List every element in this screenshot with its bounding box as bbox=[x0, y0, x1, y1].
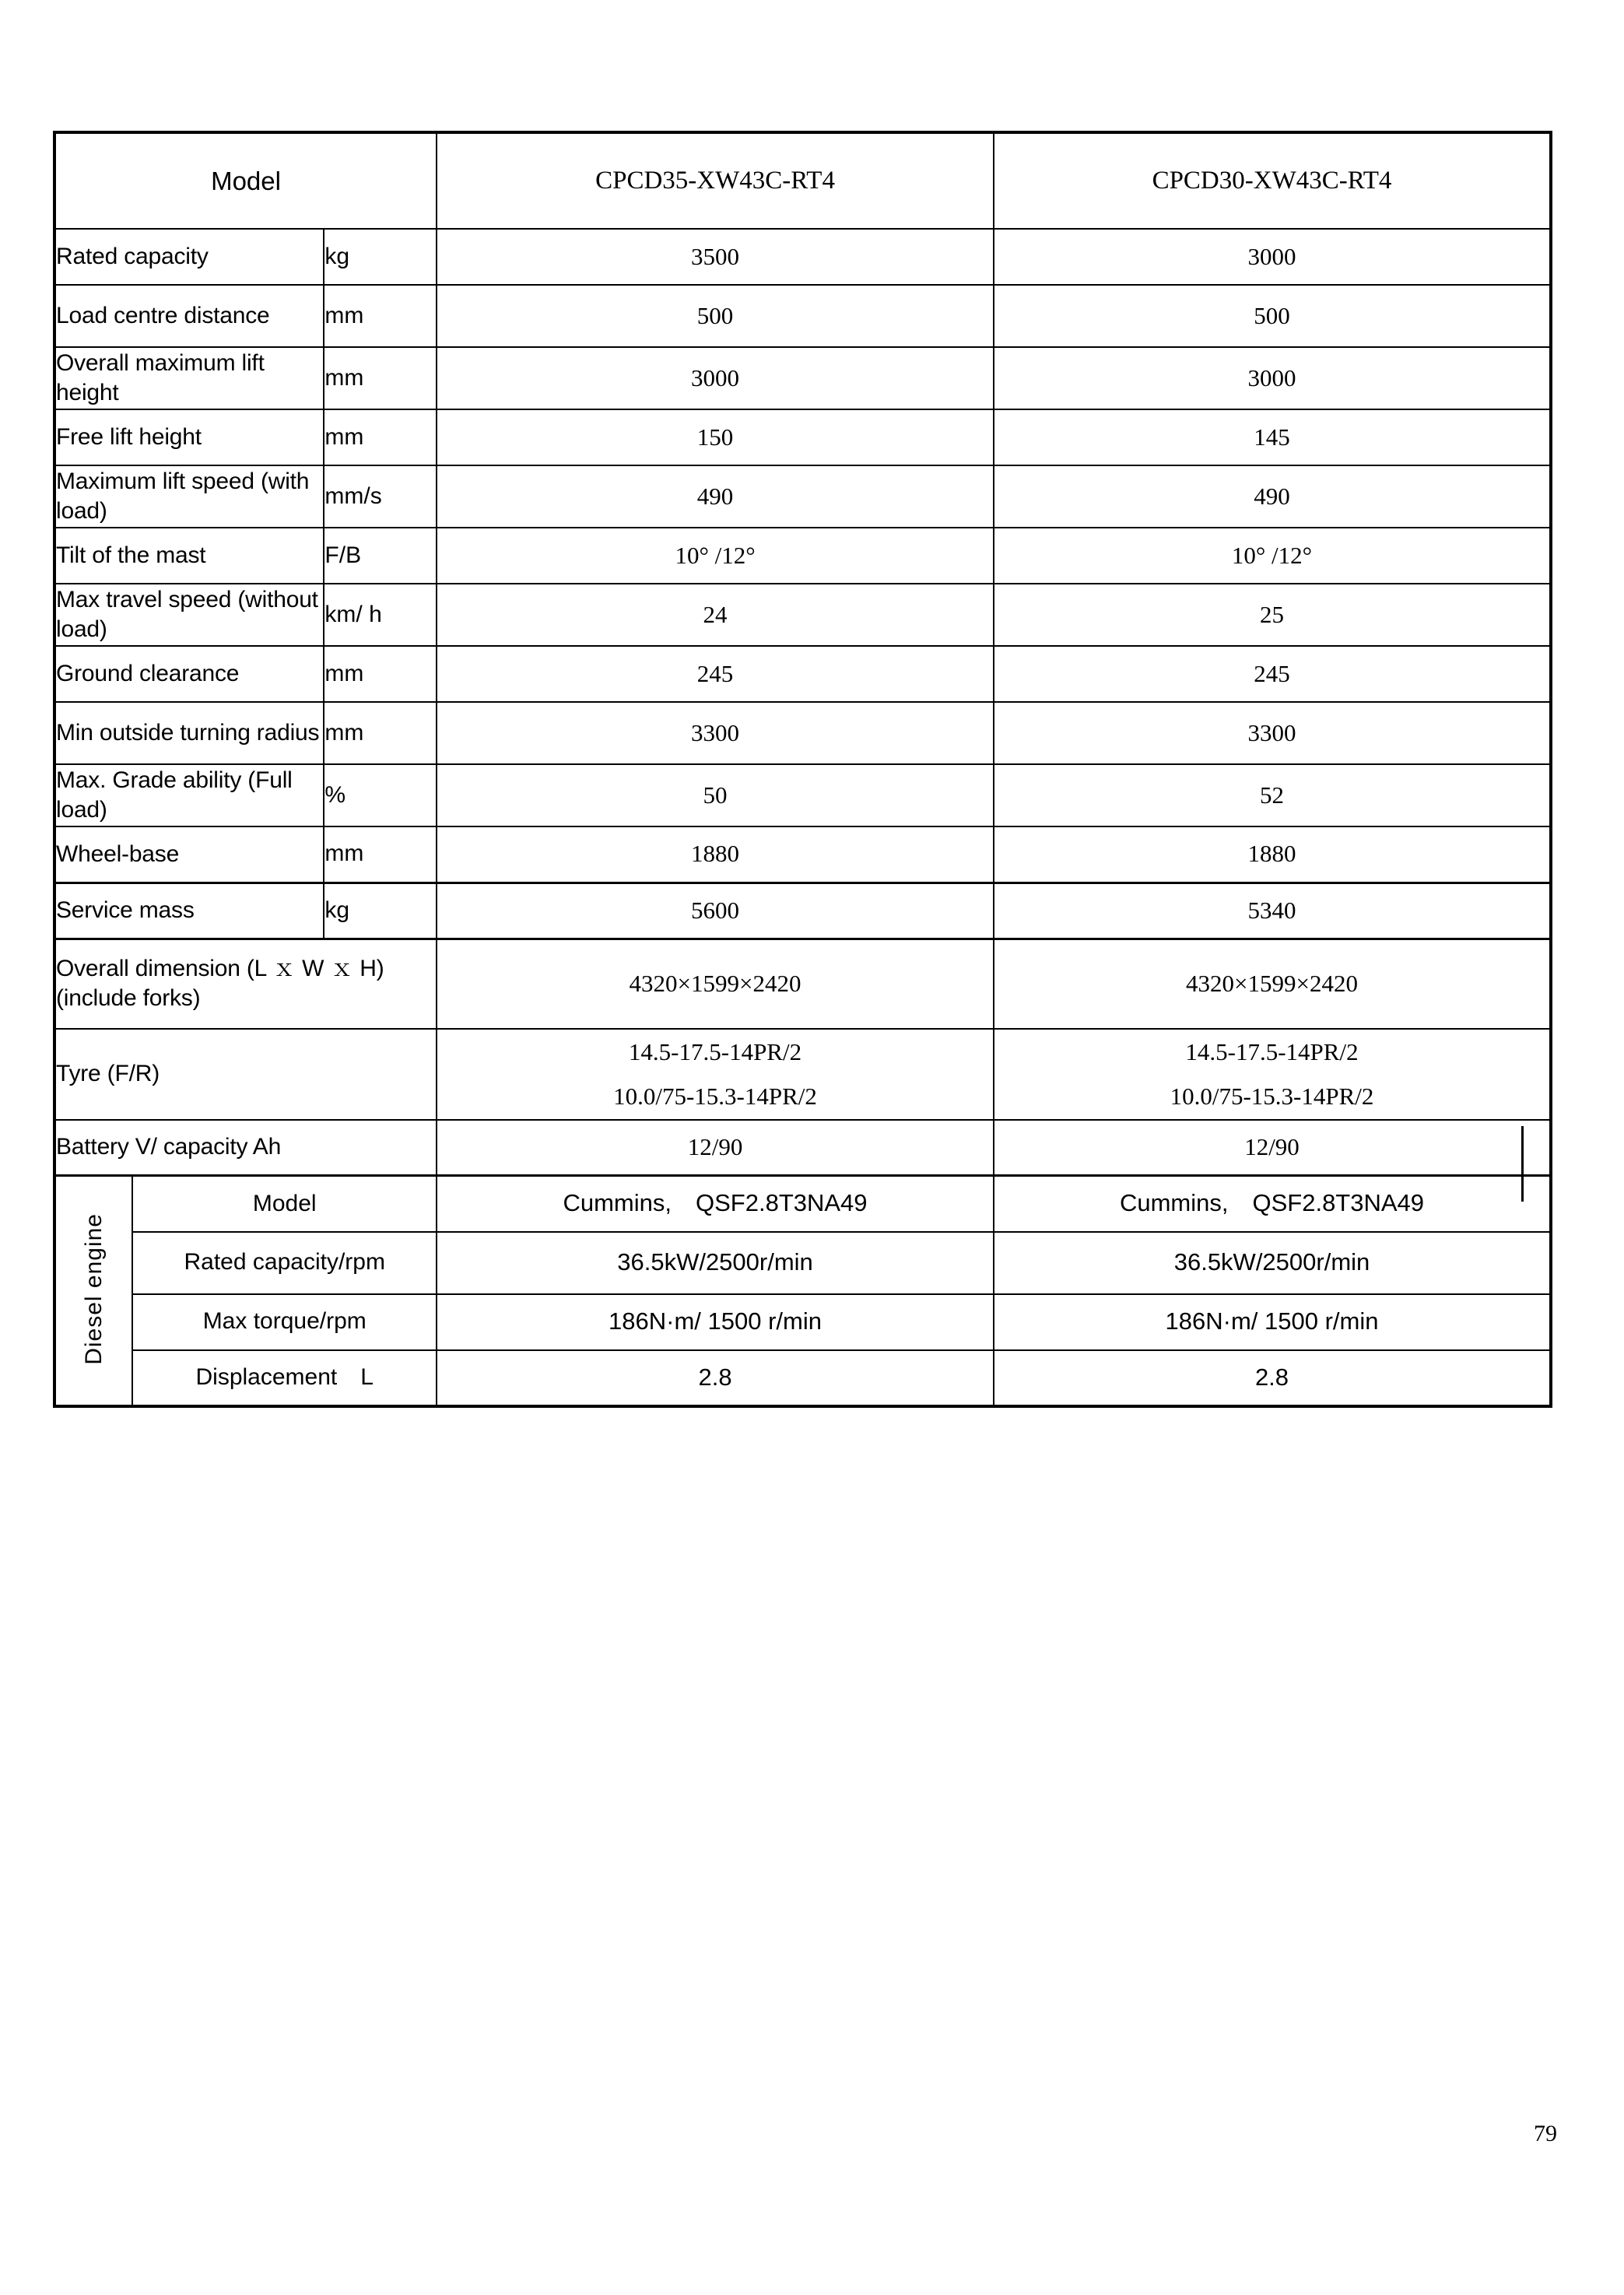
table-header-row bbox=[54, 132, 1551, 229]
row-label-engine-rated-capacity: Rated capacity/rpm bbox=[132, 1232, 437, 1294]
row-unit-min-outside-turning-radius: mm bbox=[324, 702, 437, 764]
row-value-engine-rated-capacity-col2: 36.5kW/2500r/min bbox=[994, 1232, 1551, 1294]
page-number: 79 bbox=[1534, 2121, 1557, 2146]
row-value-ground-clearance-col1: 245 bbox=[437, 646, 994, 702]
header-model-2: CPCD30-XW43C-RT4 bbox=[994, 132, 1551, 229]
diesel-engine-group-label bbox=[54, 1176, 132, 1406]
row-value-max-travel-speed-col2: 25 bbox=[994, 584, 1551, 646]
row-value-battery-col2: 12/90 bbox=[994, 1120, 1551, 1176]
row-value-wheel-base-col1: 1880 bbox=[437, 826, 994, 883]
row-value-wheel-base-col2: 1880 bbox=[994, 826, 1551, 883]
table-row bbox=[54, 1029, 1551, 1120]
row-unit-wheel-base: mm bbox=[324, 826, 437, 883]
scan-artifact-vertical-line bbox=[1521, 1126, 1524, 1202]
row-label-load-centre-distance: Load centre distance bbox=[54, 285, 324, 347]
table-row bbox=[54, 229, 1551, 285]
row-value-rated-capacity-col1: 3500 bbox=[437, 229, 994, 285]
row-value-engine-model-col2: Cummins, QSF2.8T3NA49 bbox=[994, 1176, 1551, 1232]
row-value-rated-capacity-col2: 3000 bbox=[994, 229, 1551, 285]
table-row bbox=[54, 646, 1551, 702]
row-value-engine-rated-capacity-col1: 36.5kW/2500r/min bbox=[437, 1232, 994, 1294]
row-value-min-outside-turning-radius-col2: 3300 bbox=[994, 702, 1551, 764]
row-value-maximum-lift-speed-col2: 490 bbox=[994, 465, 1551, 528]
table-row bbox=[54, 528, 1551, 584]
row-label-tilt-of-the-mast: Tilt of the mast bbox=[54, 528, 324, 584]
row-unit-maximum-lift-speed: mm/s bbox=[324, 465, 437, 528]
table-row bbox=[54, 465, 1551, 528]
header-label-cell: Model bbox=[54, 132, 437, 229]
table-row bbox=[54, 939, 1551, 1029]
row-label-min-outside-turning-radius: Min outside turning radius bbox=[54, 702, 324, 764]
row-value-tyre-col2 bbox=[994, 1029, 1551, 1120]
table-row bbox=[54, 1120, 1551, 1176]
row-value-engine-displacement-col2: 2.8 bbox=[994, 1350, 1551, 1406]
row-value-load-centre-distance-col1: 500 bbox=[437, 285, 994, 347]
row-value-max-travel-speed-col1: 24 bbox=[437, 584, 994, 646]
row-value-engine-displacement-col1: 2.8 bbox=[437, 1350, 994, 1406]
row-value-overall-dimension-col2: 4320×1599×2420 bbox=[994, 939, 1551, 1029]
row-value-engine-model-col1: Cummins, QSF2.8T3NA49 bbox=[437, 1176, 994, 1232]
row-unit-rated-capacity: kg bbox=[324, 229, 437, 285]
table-row bbox=[54, 347, 1551, 409]
table-row bbox=[54, 702, 1551, 764]
row-value-maximum-lift-speed-col1: 490 bbox=[437, 465, 994, 528]
row-unit-max-travel-speed: km/ h bbox=[324, 584, 437, 646]
row-value-overall-dimension-col1: 4320×1599×2420 bbox=[437, 939, 994, 1029]
row-value-load-centre-distance-col2: 500 bbox=[994, 285, 1551, 347]
row-label-engine-displacement: Displacement L bbox=[132, 1350, 437, 1406]
row-label-max-travel-speed: Max travel speed (without load) bbox=[54, 584, 324, 646]
row-value-tilt-of-the-mast-col2: 10° /12° bbox=[994, 528, 1551, 584]
table-row bbox=[54, 764, 1551, 826]
row-label-engine-max-torque: Max torque/rpm bbox=[132, 1294, 437, 1350]
tyre-rear-col1: 10.0/75-15.3-14PR/2 bbox=[613, 1083, 817, 1111]
table-row bbox=[54, 1350, 1551, 1406]
row-label-battery: Battery V/ capacity Ah bbox=[54, 1120, 437, 1176]
row-label-ground-clearance: Ground clearance bbox=[54, 646, 324, 702]
row-label-overall-maximum-lift-height: Overall maximum lift height bbox=[54, 347, 324, 409]
row-label-maximum-lift-speed: Maximum lift speed (with load) bbox=[54, 465, 324, 528]
row-value-service-mass-col1: 5600 bbox=[437, 883, 994, 939]
tyre-front-col2: 14.5-17.5-14PR/2 bbox=[1185, 1038, 1359, 1065]
table-row bbox=[54, 285, 1551, 347]
row-value-engine-max-torque-col1: 186N·m/ 1500 r/min bbox=[437, 1294, 994, 1350]
row-value-free-lift-height-col1: 150 bbox=[437, 409, 994, 465]
row-value-tyre-col1 bbox=[437, 1029, 994, 1120]
row-label-overall-dimension: Overall dimension (L ｘ W ｘ H)(include forks) bbox=[54, 939, 437, 1029]
header-model-1: CPCD35-XW43C-RT4 bbox=[437, 132, 994, 229]
row-value-max-grade-ability-col1: 50 bbox=[437, 764, 994, 826]
table-row bbox=[54, 883, 1551, 939]
row-value-overall-maximum-lift-height-col2: 3000 bbox=[994, 347, 1551, 409]
row-unit-tilt-of-the-mast: F/B bbox=[324, 528, 437, 584]
row-value-engine-max-torque-col2: 186N·m/ 1500 r/min bbox=[994, 1294, 1551, 1350]
row-unit-overall-maximum-lift-height: mm bbox=[324, 347, 437, 409]
row-label-service-mass: Service mass bbox=[54, 883, 324, 939]
row-value-tilt-of-the-mast-col1: 10° /12° bbox=[437, 528, 994, 584]
row-label-free-lift-height: Free lift height bbox=[54, 409, 324, 465]
row-value-max-grade-ability-col2: 52 bbox=[994, 764, 1551, 826]
row-label-max-grade-ability: Max. Grade ability (Full load) bbox=[54, 764, 324, 826]
row-value-service-mass-col2: 5340 bbox=[994, 883, 1551, 939]
row-value-ground-clearance-col2: 245 bbox=[994, 646, 1551, 702]
row-value-overall-maximum-lift-height-col1: 3000 bbox=[437, 347, 994, 409]
forklift-specification-table bbox=[53, 131, 1552, 1408]
row-value-min-outside-turning-radius-col1: 3300 bbox=[437, 702, 994, 764]
table-row bbox=[54, 1294, 1551, 1350]
row-label-engine-model: Model bbox=[132, 1176, 437, 1232]
row-unit-ground-clearance: mm bbox=[324, 646, 437, 702]
table-row bbox=[54, 1232, 1551, 1294]
row-unit-service-mass: kg bbox=[324, 883, 437, 939]
row-label-tyre: Tyre (F/R) bbox=[54, 1029, 437, 1120]
row-label-wheel-base: Wheel-base bbox=[54, 826, 324, 883]
row-unit-load-centre-distance: mm bbox=[324, 285, 437, 347]
table-row bbox=[54, 409, 1551, 465]
tyre-front-col1: 14.5-17.5-14PR/2 bbox=[628, 1038, 802, 1065]
row-value-free-lift-height-col2: 145 bbox=[994, 409, 1551, 465]
row-unit-max-grade-ability: % bbox=[324, 764, 437, 826]
row-unit-free-lift-height: mm bbox=[324, 409, 437, 465]
diesel-engine-group-label-text: Diesel engine bbox=[80, 1212, 107, 1365]
table-row bbox=[54, 826, 1551, 883]
row-label-rated-capacity: Rated capacity bbox=[54, 229, 324, 285]
table-row bbox=[54, 584, 1551, 646]
tyre-rear-col2: 10.0/75-15.3-14PR/2 bbox=[1170, 1083, 1374, 1111]
table-row bbox=[54, 1176, 1551, 1232]
row-value-battery-col1: 12/90 bbox=[437, 1120, 994, 1176]
